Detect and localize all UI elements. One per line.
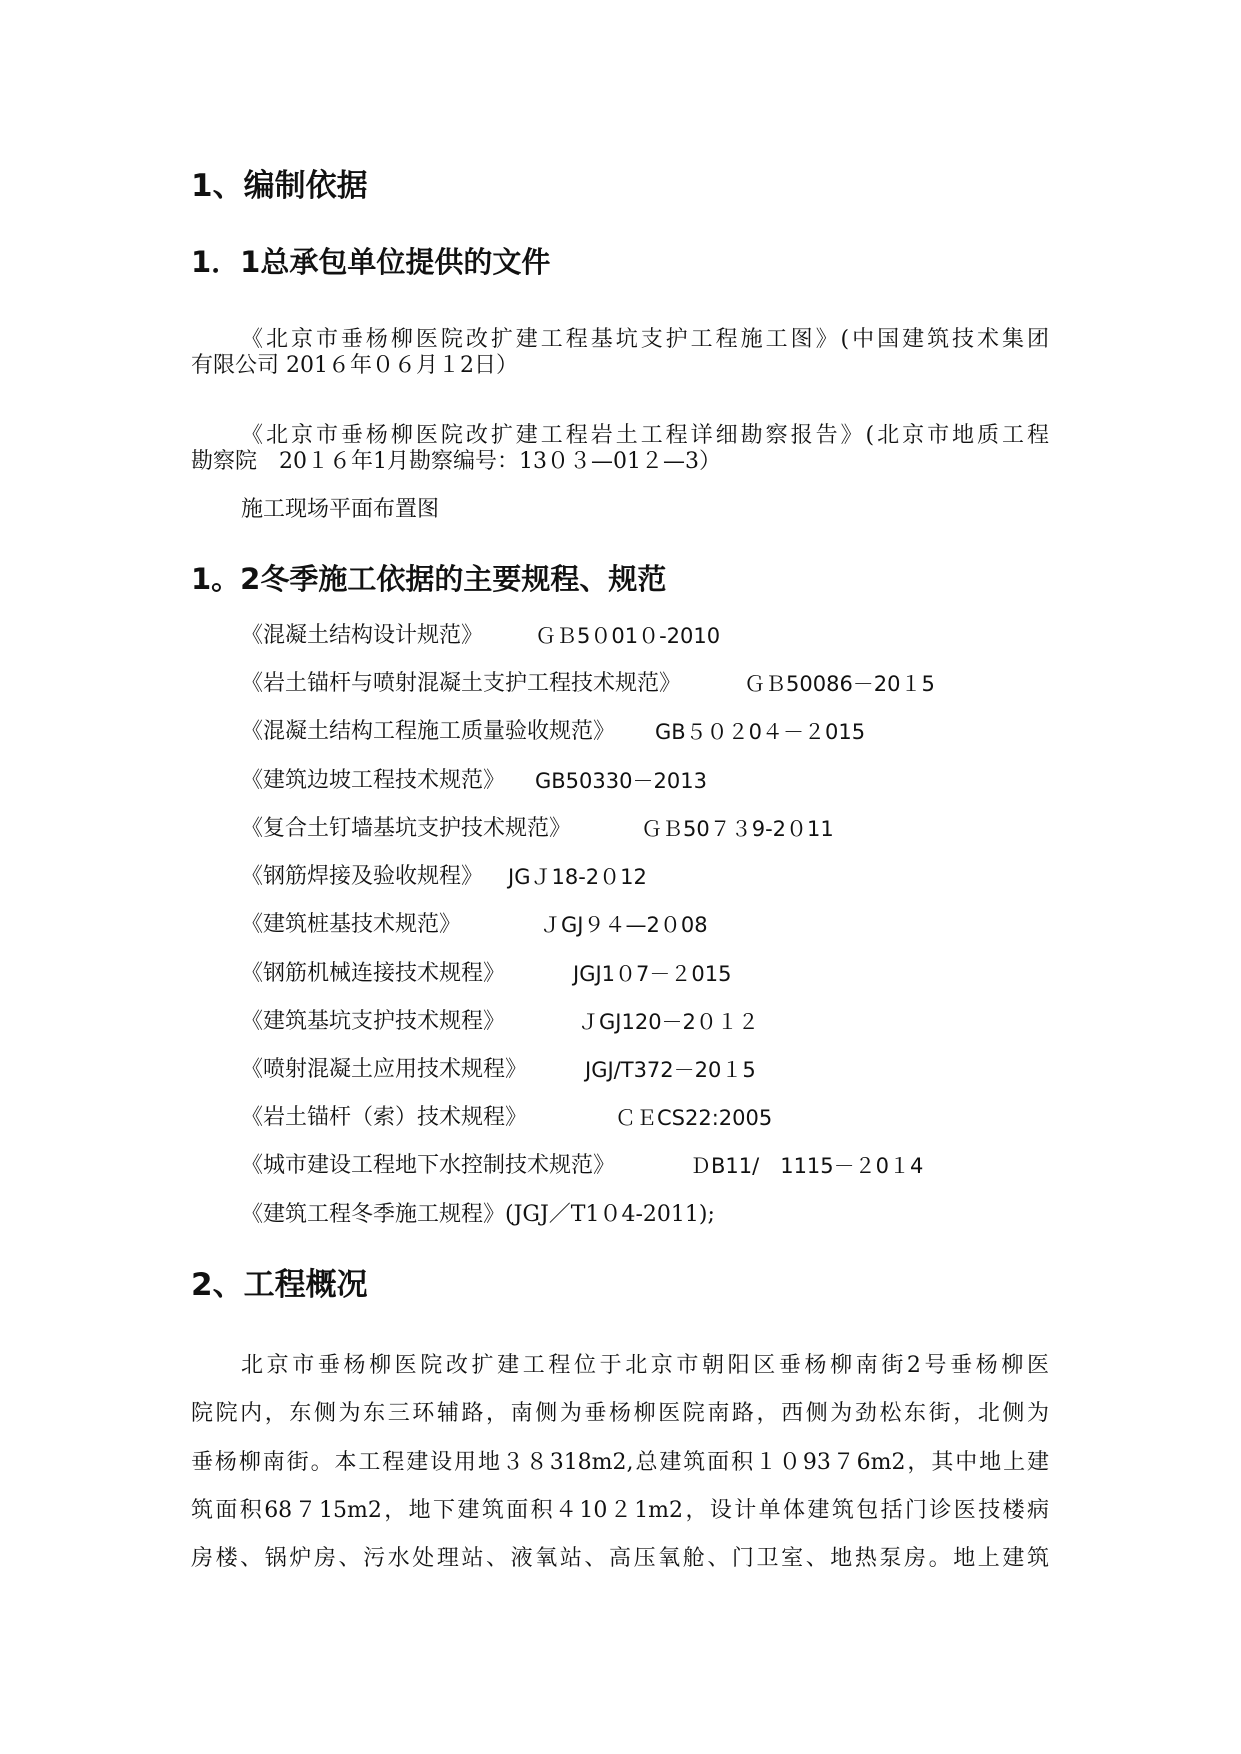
spec-title: 《建筑桩基技术规范》 bbox=[241, 912, 462, 937]
doc3-line: 施工现场平面布置图 bbox=[241, 497, 440, 522]
doc1-line1: 《北京市垂杨柳医院改扩建工程基坑支护工程施工图》(中国建筑技术集团 bbox=[241, 327, 1049, 352]
paragraph-line: 院院内，东侧为东三环辅路，南侧为垂杨柳医院南路，西侧为劲松东街，北侧为 bbox=[191, 1401, 1049, 1426]
spec-code: ＪGJ９４—2０08 bbox=[540, 913, 708, 937]
paragraph-line: 房楼、锅炉房、污水处理站、液氧站、高压氧舱、门卫室、地热泵房。地上建筑 bbox=[191, 1546, 1049, 1571]
spec-title: 《复合土钉墙基坑支护技术规范》 bbox=[241, 816, 572, 841]
spec-title: 《钢筋机械连接技术规程》 bbox=[241, 961, 506, 986]
spec-code: GB50330－2013 bbox=[535, 769, 707, 793]
spec-code: ＤB11/ 1115－２0１4 bbox=[690, 1154, 924, 1178]
spec-code: ＣＥCS22:2005 bbox=[615, 1106, 773, 1130]
spec-code: ＧＢ50086－20１5 bbox=[744, 672, 935, 696]
doc2-line1: 《北京市垂杨柳医院改扩建工程岩土工程详细勘察报告》(北京市地质工程 bbox=[241, 423, 1049, 448]
paragraph-line: 筑面积68７15m2，地下建筑面积４10２1m2，设计单体建筑包括门诊医技楼病 bbox=[191, 1498, 1049, 1523]
paragraph-line: 垂杨柳南街。本工程建设用地３８318m2,总建筑面积１０93７6m2，其中地上建 bbox=[191, 1450, 1049, 1475]
section-2-heading: 2、工程概况 bbox=[191, 1267, 368, 1303]
spec-title: 《建筑工程冬季施工规程》(JGJ／T1０4-2011); bbox=[241, 1202, 715, 1227]
section-1-heading: 1、编制依据 bbox=[191, 168, 368, 204]
spec-title: 《混凝土结构工程施工质量验收规范》 bbox=[241, 719, 616, 744]
paragraph-line: 北京市垂杨柳医院改扩建工程位于北京市朝阳区垂杨柳南街2号垂杨柳医 bbox=[241, 1353, 1049, 1378]
section-1-2-heading: 1。2冬季施工依据的主要规程、规范 bbox=[191, 562, 667, 596]
spec-code: ＪGJ120－2０１２ bbox=[578, 1010, 759, 1034]
spec-title: 《混凝土结构设计规范》 bbox=[241, 623, 484, 648]
spec-title: 《建筑边坡工程技术规范》 bbox=[241, 768, 506, 793]
spec-title: 《岩土锚杆与喷射混凝土支护工程技术规范》 bbox=[241, 671, 682, 696]
spec-title: 《城市建设工程地下水控制技术规范》 bbox=[241, 1153, 616, 1178]
spec-code: ＧＢ5０01０-2010 bbox=[535, 624, 721, 648]
spec-code: ＧＢ50７３9-2０11 bbox=[641, 817, 834, 841]
spec-code: GB５０２0４－２015 bbox=[655, 720, 866, 744]
spec-code: JGＪ18-2０12 bbox=[508, 865, 647, 889]
doc1-line2: 有限公司 201６年０６月１2日） bbox=[191, 353, 518, 378]
spec-title: 《喷射混凝土应用技术规程》 bbox=[241, 1057, 528, 1082]
spec-title: 《钢筋焊接及验收规程》 bbox=[241, 864, 484, 889]
section-1-1-heading: 1．1总承包单位提供的文件 bbox=[191, 245, 551, 279]
spec-code: JGJ1０7－２015 bbox=[573, 962, 732, 986]
spec-title: 《建筑基坑支护技术规程》 bbox=[241, 1009, 506, 1034]
doc2-line2: 勘察院 20１６年1月勘察编号：13０３—01２—3） bbox=[191, 449, 721, 474]
spec-code: JGJ/T372－20１5 bbox=[585, 1058, 756, 1082]
spec-title: 《岩土锚杆（索）技术规程》 bbox=[241, 1105, 528, 1130]
